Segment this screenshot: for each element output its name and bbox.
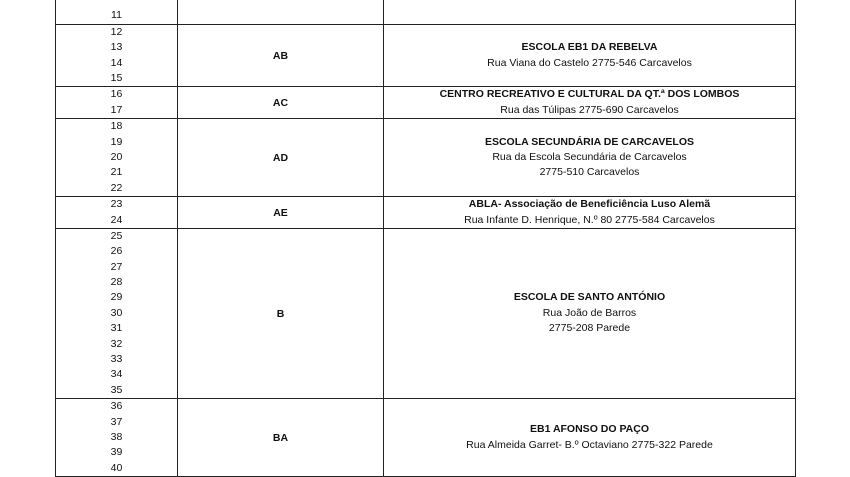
voter-number: 22: [110, 181, 123, 194]
voter-number: 30: [110, 306, 123, 319]
number-range-cell: [56, 197, 178, 229]
location-address-line: Rua Viana do Castelo 2775-546 Carcavelos: [487, 56, 692, 69]
voter-number: 15: [110, 71, 123, 84]
section-code: B: [178, 228, 384, 398]
number-range-cell: [56, 399, 178, 477]
location-address-line: Rua Infante D. Henrique, N.º 80 2775-584 Carcavelos: [464, 213, 715, 226]
voter-number: 19: [110, 135, 123, 148]
voter-number: 23: [110, 198, 123, 211]
table-row: [56, 0, 796, 24]
voter-number: 13: [110, 41, 123, 54]
section-code: BA: [178, 399, 384, 477]
location-name: ABLA- Associação de Beneficiência Luso Alemã: [468, 198, 711, 211]
table-row: [56, 87, 796, 119]
voter-number: 29: [110, 291, 123, 304]
voter-number: 14: [110, 56, 123, 69]
location-address-line: Rua da Escola Secundária de Carcavelos: [492, 150, 687, 163]
location-address-line: 2775-208 Parede: [548, 322, 631, 335]
voter-number: 40: [110, 461, 123, 474]
voter-number: 20: [110, 150, 123, 163]
location-name: ESCOLA DE SANTO ANTÓNIO: [513, 291, 666, 304]
voter-number: 32: [110, 337, 123, 350]
location-cell: [384, 197, 796, 229]
voter-number: 39: [110, 446, 123, 459]
location-cell: [384, 24, 796, 87]
section-code: AB: [178, 24, 384, 87]
section-code: [178, 0, 384, 24]
voter-number: [56, 0, 177, 8]
location-cell: [384, 119, 796, 197]
location-cell: [384, 228, 796, 398]
voter-number: 34: [110, 368, 123, 381]
section-code: AE: [178, 197, 384, 229]
voter-number: 25: [110, 229, 123, 242]
section-code: AD: [178, 119, 384, 197]
location-address-line: 2775-510 Carcavelos: [539, 166, 640, 179]
table-row: [56, 24, 796, 87]
table-row: [56, 228, 796, 398]
location-name: CENTRO RECREATIVO E CULTURAL DA QT.ª DOS LOMBOS: [439, 88, 740, 101]
voter-number: 38: [110, 431, 123, 443]
table-row: [56, 119, 796, 197]
voter-number: 27: [110, 260, 123, 273]
location-cell: [384, 0, 796, 24]
voter-number: 36: [110, 400, 123, 413]
section-code: AC: [178, 87, 384, 119]
voter-number: 11: [111, 9, 122, 22]
table-row: [56, 197, 796, 229]
voter-number: 28: [110, 276, 123, 289]
polling-sections-table: [55, 0, 796, 477]
location-cell: [384, 399, 796, 477]
voter-number: 35: [110, 383, 123, 396]
location-address-line: Rua das Túlipas 2775-690 Carcavelos: [500, 103, 679, 116]
location-name: EB1 AFONSO DO PAÇO: [529, 423, 649, 436]
voter-number: 33: [110, 353, 123, 366]
table-body: [56, 0, 796, 477]
voter-number: 16: [110, 88, 123, 101]
voter-number: 17: [110, 103, 123, 116]
voter-number: 21: [110, 166, 123, 179]
voter-number: 12: [110, 25, 123, 38]
table-row: [56, 399, 796, 477]
location-cell: [384, 87, 796, 119]
location-name: ESCOLA EB1 DA REBELVA: [521, 41, 658, 54]
location-address-line: Rua Almeida Garret- B.º Octaviano 2775-322 Parede: [466, 438, 713, 451]
number-range-cell: [56, 119, 178, 197]
voter-number: 18: [110, 120, 123, 133]
number-range-cell: [56, 0, 178, 24]
voter-number: 26: [110, 245, 123, 258]
location-name: ESCOLA SECUNDÁRIA DE CARCAVELOS: [484, 135, 695, 148]
number-range-cell: [56, 24, 178, 87]
number-range-cell: [56, 228, 178, 398]
voter-number: 31: [110, 322, 123, 335]
location-address-line: Rua João de Barros: [542, 306, 637, 319]
voter-number: 37: [110, 415, 123, 428]
voter-number: 24: [110, 213, 123, 226]
number-range-cell: [56, 87, 178, 119]
